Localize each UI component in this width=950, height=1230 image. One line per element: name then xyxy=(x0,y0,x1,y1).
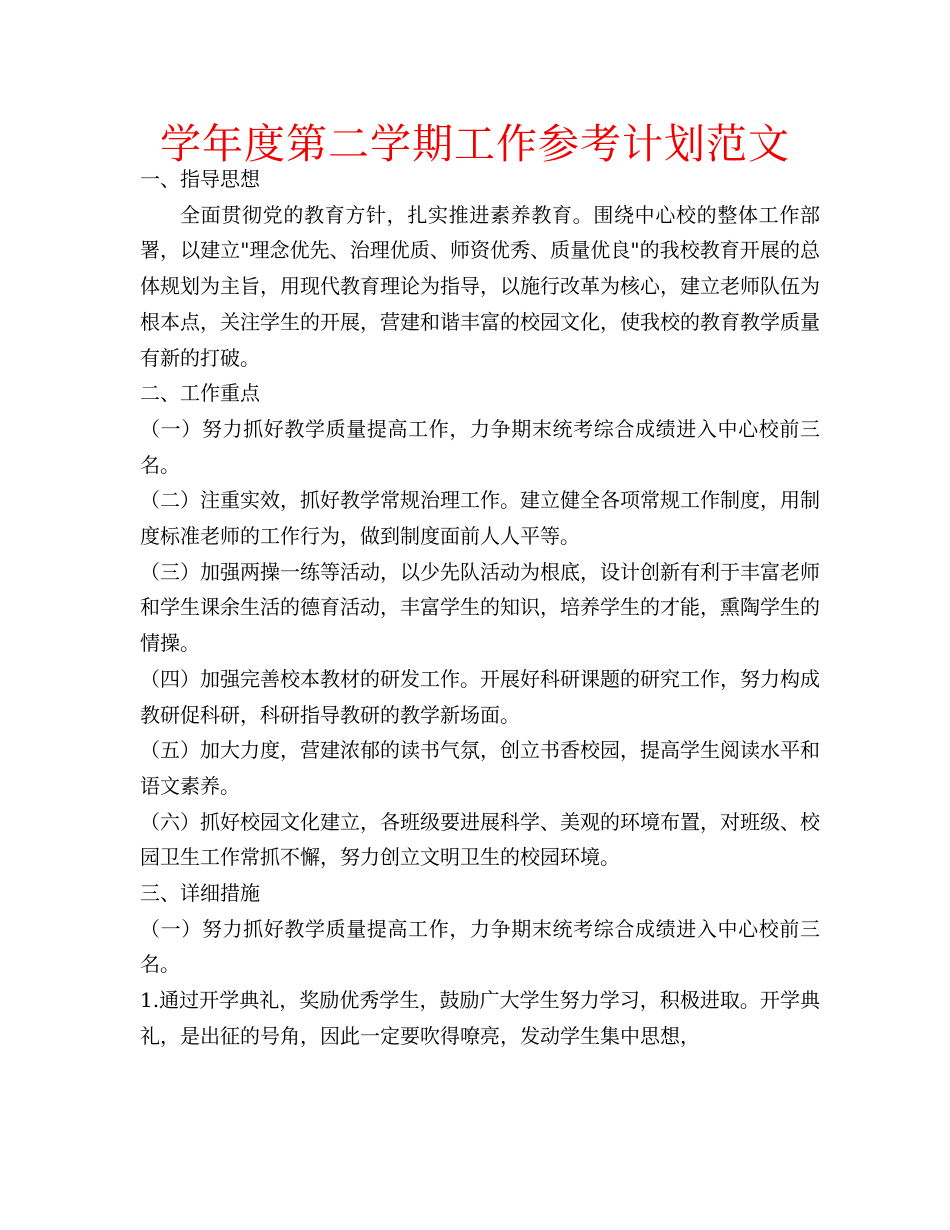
document-title: 学年度第二学期工作参考计划范文 xyxy=(160,120,790,168)
list-item: （五）加大力度，营建浓郁的读书气氛，创立书香校园，提高学生阅读水平和语文素养。 xyxy=(140,738,820,798)
list-item: （二）注重实效，抓好教学常规治理工作。建立健全各项常规工作制度，用制度标准老师的工作行为，做到制度面前人人平等。 xyxy=(140,488,820,549)
list-item: （一）努力抓好教学质量提高工作，力争期末统考综合成绩进入中心校前三名。 xyxy=(140,416,820,477)
list-item: 1.通过开学典礼，奖励优秀学生，鼓励广大学生努力学习，积极进取。开学典礼，是出征的号角，因此一定要吹得嘹亮，发动学生集中思想， xyxy=(140,988,820,1048)
list-item: （一）努力抓好教学质量提高工作，力争期末统考综合成绩进入中心校前三名。 xyxy=(140,916,820,977)
section-heading: 二、工作重点 xyxy=(140,381,260,406)
list-item: （三）加强两操一练等活动，以少先队活动为根底，设计创新有利于丰富老师和学生课余生活的德育活动，丰富学生的知识，培养学生的才能，熏陶学生的情操。 xyxy=(140,559,820,656)
paragraph: 全面贯彻党的教育方针，扎实推进素养教育。围绕中心校的整体工作部署，以建立"理念优先、治理优质、师资优秀、质量优良"的我校教育开展的总体规划为主旨，用现代教育理论为指导，以施行改革为核心，建立老师队伍为根本点，关注学生的开展，营建和谐丰富的校园文化，使我校的教育教学质量有新的打破。 xyxy=(140,202,820,370)
list-item: （六）抓好校园文化建立，各班级要进展科学、美观的环境布置，对班级、校园卫生工作常抓不懈，努力创立文明卫生的校园环境。 xyxy=(140,809,820,870)
section-heading: 三、详细措施 xyxy=(140,881,260,906)
document-body xyxy=(140,162,820,1055)
section-heading: 一、指导思想 xyxy=(140,167,260,191)
list-item: （四）加强完善校本教材的研发工作。开展好科研课题的研究工作，努力构成教研促科研，科研指导教研的教学新场面。 xyxy=(140,666,820,727)
